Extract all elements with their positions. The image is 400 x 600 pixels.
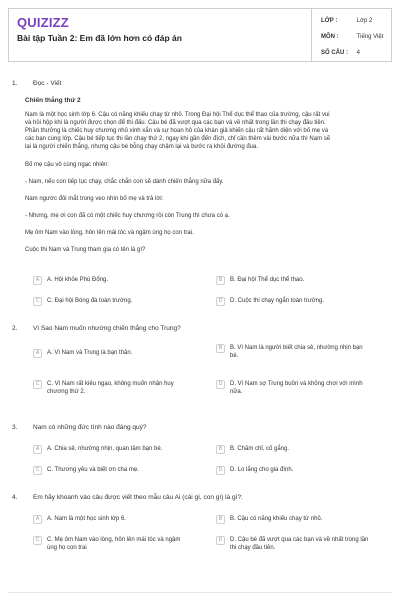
option-letter-box: C <box>33 466 42 475</box>
option-text: D. Cậu bé đã vượt qua các bạn và về nhất trong lần thi chạy đầu tiên. <box>230 537 369 551</box>
option-text: C. Mẹ ôm Nam vào lòng, hôn lên mái tóc và ngậm ùng họ con trai <box>47 537 181 551</box>
meta-label: MÔN : <box>321 34 339 40</box>
option-text: D. Cuộc thi chạy ngắn toàn trường. <box>230 298 325 304</box>
passage-line: các bạn cùng lớp. Cậu bé tiếp tục thi lần chạy thứ 2, ngay khi gần đến đích, chỉ cần thêm vài bước nữa thì Nam sẽ <box>25 136 331 142</box>
meta-value: Tiếng Việt <box>356 34 384 40</box>
meta-subject <box>321 34 391 40</box>
passage-line: Bố mẹ cậu vô cùng ngạc nhiên: <box>25 162 110 168</box>
option-text: B. Chăm chỉ, cố gắng. <box>230 446 290 452</box>
passage-title: Chiến thắng thứ 2 <box>25 97 81 104</box>
option-letter-box: D <box>216 297 225 306</box>
option-text: D. Lo lắng cho gia đình. <box>230 467 294 473</box>
option-text: A. Chia sẻ, nhường nhịn, quan tâm bạn bè. <box>47 446 163 452</box>
quizizz-logo: QUIZIZZ <box>17 15 69 30</box>
passage-line: Nam ngước đôi mắt trong veo nhìn bố mẹ và trả lời: <box>25 196 164 202</box>
reading-passage <box>25 97 375 254</box>
question-number: 4. <box>12 494 18 501</box>
question-prompt: Nam có những đức tính nào đáng quý? <box>33 424 147 431</box>
question-prompt: Vì Sao Nam muốn nhường chiến thắng cho Trung? <box>33 325 181 332</box>
meta-grade <box>321 18 391 24</box>
worksheet-header <box>8 8 392 62</box>
option-letter-box: C <box>33 297 42 306</box>
option-letter-box: C <box>33 380 42 389</box>
option-text: A. Hội khỏe Phù Đổng. <box>47 277 109 283</box>
passage-line: Nam là một học sinh lớp 6. Cậu có năng khiếu chạy từ nhỏ. Trong Đại hội Thể dục thể thao của trường, cậu rất vui <box>25 112 330 118</box>
option-letter-box: B <box>216 344 225 353</box>
option-letter-box: A <box>33 276 42 285</box>
question-number: 1. <box>12 80 18 87</box>
meta-count <box>321 50 391 56</box>
meta-value: 4 <box>356 50 361 56</box>
passage-line: - Nhưng, mẹ ơi con đã có một chiếc huy chương rồi còn Trung thì chưa có ạ. <box>25 213 230 219</box>
option-letter-box: A <box>33 349 42 358</box>
option-letter-box: D <box>216 466 225 475</box>
option-text: A. Nam là một học sinh lớp 6. <box>47 516 126 522</box>
option-letter-box: B <box>216 276 225 285</box>
question-number: 2. <box>12 325 18 332</box>
header-divider <box>311 9 312 61</box>
option-text: C. Thương yêu và biết ơn cha mẹ. <box>47 467 139 473</box>
worksheet-title: Bài tập Tuần 2: Em đã lớn hơn có đáp án <box>17 33 182 43</box>
meta-label: LỚP : <box>321 18 338 24</box>
option-text: D. Vì Nam sợ Trung buồn và không chơi với mình nữa. <box>230 381 363 395</box>
option-letter-box: A <box>33 515 42 524</box>
option-text: C. Vì Nam rất kiêu ngạo, không muốn nhận huy chương thứ 2. <box>47 381 174 395</box>
option-letter-box: D <box>216 536 225 545</box>
page-bottom-divider <box>8 592 392 593</box>
passage-line: và hồi hộp khi là người được chọn để thi đấu. Cậu bé đã vượt qua các bạn và về nhất trong lần thi chạy đầu tiên. <box>25 120 326 126</box>
passage-line: Mẹ ôm Nam vào lòng, hôn lên mái tóc và ngậm ùng họ con trai. <box>25 230 194 236</box>
option-text: B. Vì Nam là người biết chia sẻ, nhường nhịn bạn bè. <box>230 345 363 359</box>
question-text: Cuộc thi Nam và Trung tham gia có tên là gì? <box>25 247 146 253</box>
question-prompt: Đọc - Viết <box>33 80 62 87</box>
option-letter-box: C <box>33 536 42 545</box>
option-letter-box: D <box>216 380 225 389</box>
option-text: B. Đại hội Thể dục thể thao. <box>230 277 305 283</box>
option-letter-box: B <box>216 515 225 524</box>
option-text: B. Cậu có năng khiếu chạy từ nhỏ. <box>230 516 323 522</box>
meta-label: SỐ CÂU : <box>321 50 348 56</box>
option-text: A. Vì Nam và Trung là bạn thân. <box>47 350 133 356</box>
meta-value: Lớp 2 <box>356 18 373 24</box>
question-number: 3. <box>12 424 18 431</box>
passage-line: lại là người chiến thắng, nhưng cậu bé bỗng chạy chậm lại và bước ra khỏi đường đua. <box>25 144 259 150</box>
option-letter-box: A <box>33 445 42 454</box>
option-letter-box: B <box>216 445 225 454</box>
passage-line: - Nam, nếu con tiếp tục chạy, chắc chắn con sẽ dành chiến thắng nữa đấy. <box>25 179 224 185</box>
passage-line: Phần thưởng là chiếc huy chương nhỏ xinh xắn và sự hoan hô của khán giả khiến cậu rất hãnh diện với bố mẹ và <box>25 128 329 134</box>
option-text: C. Đại hội Bóng đá toàn trường. <box>47 298 133 304</box>
question-prompt: Em hãy khoanh vào câu được viết theo mẫu câu Ai (cái gì, con gì) là gì?: <box>33 494 243 501</box>
